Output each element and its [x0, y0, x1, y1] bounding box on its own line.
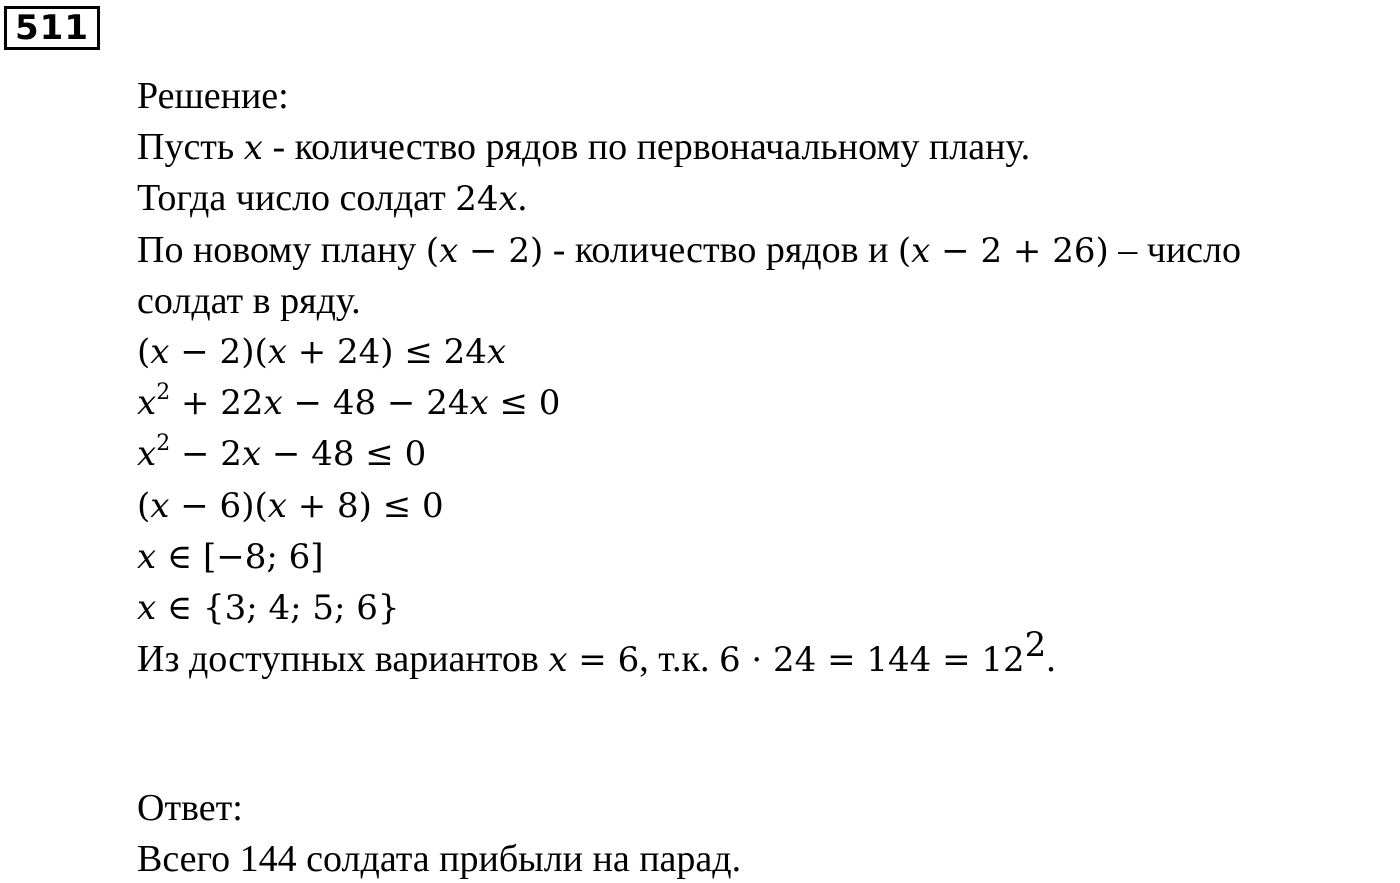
text-segment: - количество рядов и [543, 229, 898, 271]
math-exponent: 2 [156, 431, 171, 456]
math-paren: ( [425, 231, 440, 271]
equation-inequality [137, 330, 506, 374]
math-text: ( [137, 332, 151, 372]
math-text: ∈ [−8; 6] [156, 537, 324, 577]
text-segment: Тогда число солдат [137, 177, 456, 219]
math-expression [898, 231, 1109, 271]
text-segment: , т.к. [639, 638, 719, 680]
math-text: − 2)( [169, 332, 268, 372]
math-variable: x [263, 383, 283, 423]
math-text: − 2 + 26) [930, 231, 1109, 271]
math-text: ≤ 0 [488, 383, 561, 423]
math-text: + 8) ≤ 0 [286, 486, 444, 526]
math-variable: x [548, 640, 568, 680]
math-expression [426, 231, 543, 271]
equation-interval [137, 535, 324, 579]
equation-simplified [137, 432, 426, 476]
text-segment: Пусть [137, 126, 244, 168]
math-variable: x [439, 231, 459, 271]
solution-heading: Решение: [137, 75, 289, 117]
math-variable: x [137, 434, 157, 474]
math-variable: x [469, 383, 489, 423]
answer-heading: Ответ: [137, 787, 243, 829]
math-exponent: 2 [156, 380, 171, 405]
math-variable: x [486, 332, 507, 372]
math-variable: x [498, 179, 518, 219]
math-variable: x [150, 486, 170, 526]
math-variable: x [137, 588, 157, 628]
math-variable: x [267, 486, 287, 526]
text-segment: Из доступных вариантов [137, 638, 549, 680]
solution-line-variable [137, 125, 1030, 170]
text-segment: - количество рядов по первоначальному плану. [262, 126, 1031, 168]
math-variable: x [137, 383, 157, 423]
math-exponent: 2 [1024, 625, 1047, 665]
math-text: − 6)( [169, 486, 268, 526]
math-text: − 48 − 24 [282, 383, 470, 423]
math-variable: x [267, 332, 287, 372]
text-segment: . [1046, 638, 1056, 680]
math-variable: x [243, 128, 263, 168]
math-text: − 2) [458, 231, 544, 271]
math-text: − 2 [170, 434, 242, 474]
math-text: − 48 ≤ 0 [261, 434, 427, 474]
math-variable: x [911, 231, 931, 271]
equation-integer-set [137, 586, 400, 630]
text-segment: . [517, 177, 528, 219]
math-number: 24 [455, 179, 499, 219]
math-text: ( [137, 486, 151, 526]
math-paren: ( [897, 231, 912, 271]
solution-line-soldiers [137, 176, 527, 221]
math-variable: x [150, 332, 170, 372]
solution-line-in-row: солдат в ряду. [137, 280, 361, 322]
text-segment: По новому плану [137, 229, 426, 271]
text-segment: – число [1108, 229, 1242, 271]
math-text: ∈ {3; 4; 5; 6} [156, 588, 400, 628]
math-text: + 22 [170, 383, 264, 423]
problem-number-badge: 511 [4, 6, 100, 50]
answer-text: Всего 144 солдата прибыли на парад. [137, 838, 742, 880]
math-variable: x [241, 434, 262, 474]
solution-conclusion [137, 625, 1056, 682]
math-text: 6 · 24 = 144 = 12 [718, 640, 1025, 680]
math-text: + 24) ≤ 24 [286, 332, 487, 372]
math-variable: x [137, 537, 157, 577]
equation-factored [137, 484, 444, 528]
math-text: = 6 [567, 640, 640, 680]
equation-expanded [137, 381, 560, 425]
solution-line-new-plan [137, 228, 1241, 273]
